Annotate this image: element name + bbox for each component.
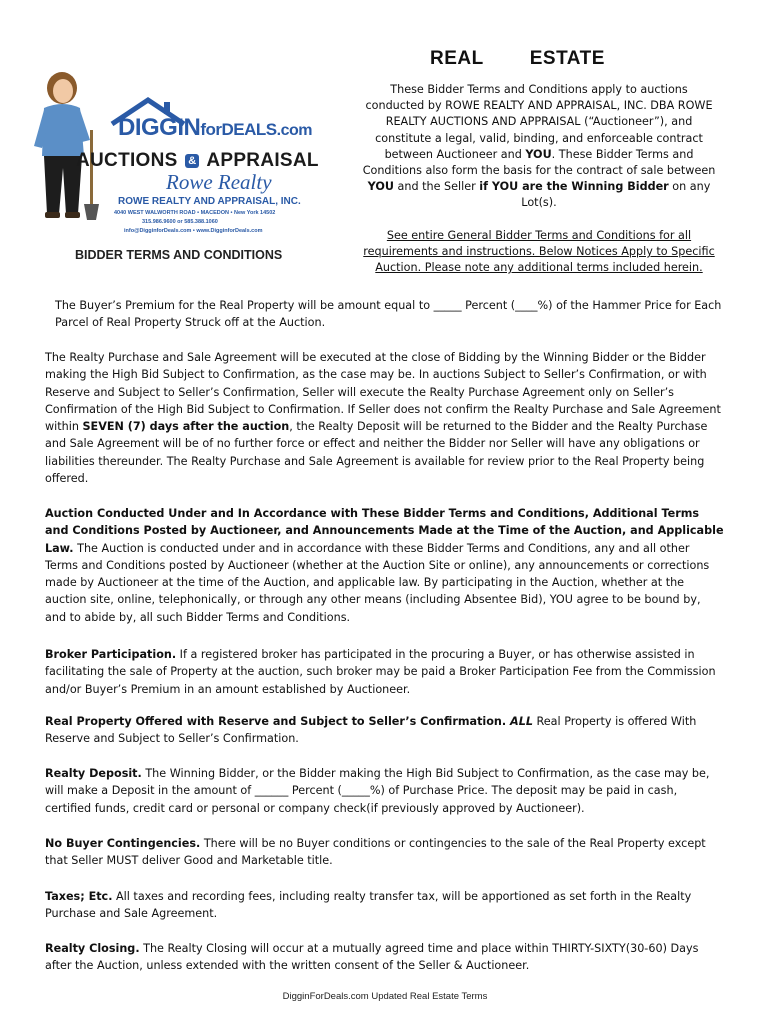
p4-text: If a registered broker has participated in the procuring a Buyer, or has otherwise assisted in facilitating the sale of Property at the auction, such broker may be paid a Broker Participation Fee from the Commission and/or Buyer’s Premium in an amount established by Auctioneer.: [45, 648, 716, 696]
page-footer: DigginForDeals.com Updated Real Estate Terms: [282, 991, 488, 1002]
intro-text-c: and the Seller: [393, 180, 480, 194]
p2-text-b: , the Realty Deposit will be returned to the Bidder and the Realty Purchase and Sale Agreement will be of no further force or effect and neither the Bidder nor Seller will have any obligations or liabilities thereunder. The Realty Purchase and Sale Agreement is available for review prior to the Real Property being offered.: [45, 420, 708, 486]
p1-text: The Buyer’s Premium for the Real Property will be amount equal to _____ Percent (____%) of the Hammer Price for Each Parcel of Real Property Struck off at the Auction.: [55, 299, 722, 330]
logo-auctions: AUCTIONS: [76, 150, 178, 171]
p6-bold: Realty Deposit.: [45, 767, 142, 780]
p5-bold: Real Property Offered with Reserve and Subject to Seller’s Confirmation.: [45, 715, 507, 728]
logo-phone: 315.986.9600 or 585.388.1060: [142, 219, 218, 225]
p5-bold-italic: ALL: [506, 715, 533, 728]
p7-bold: No Buyer Contingencies.: [45, 837, 201, 850]
bidder-terms-heading: BIDDER TERMS AND CONDITIONS: [75, 248, 283, 262]
intro-you-1: YOU: [525, 147, 552, 161]
realty-closing-paragraph: [45, 940, 725, 975]
buyers-premium-paragraph: [55, 297, 725, 332]
title-word-estate: ESTATE: [529, 48, 605, 69]
logo-brand-name: [118, 114, 312, 142]
intro-text-d: on any Lot(s).: [521, 180, 711, 210]
logo-auctions-appraisal: [76, 150, 319, 172]
no-contingencies-paragraph: [45, 835, 725, 870]
purchase-agreement-paragraph: [45, 349, 725, 487]
p8-bold: Taxes; Etc.: [45, 890, 113, 903]
logo-for-deals: forDEALS: [200, 120, 277, 139]
general-terms-link[interactable]: See entire General Bidder Terms and Conditions for all requirements and instructions. Below Notices Apply to Specific Auction. Please note any additional terms included herein.: [363, 229, 715, 275]
intro-you-2: YOU: [367, 180, 394, 194]
p3-bold: Auction Conducted Under and In Accordance with These Bidder Terms and Conditions, Additional Terms and Conditions Posted by Auctioneer, and Announcements Made at the Time of the Auction, and Applicable Law.: [45, 507, 724, 555]
p4-bold: Broker Participation.: [45, 648, 177, 661]
logo-rowe-realty: Rowe Realty: [166, 170, 272, 194]
intro-text-a: These Bidder Terms and Conditions apply to auctions conducted by ROWE REALTY AND APPRAISAL, INC. DBA ROWE REALTY AUCTIONS AND APPRAISAL (“Auctioneer”), and constitute a legal, valid, binding, and enforceable contract between Auctioneer and: [365, 83, 713, 161]
logo-address: 4040 WEST WALWORTH ROAD • MACEDON • New York 14502: [114, 210, 276, 216]
p3-text: The Auction is conducted under and in accordance with these Bidder Terms and Conditions, any and all other Terms and Conditions posted by Auctioneer (whether at the Auction Site or online), any announcements or corrections made by Auctioneer at the time of the Auction, and applicable law. By participating in the Auction, whether at the auction site, online, telephonically, or through any other means (including Absentee Bid), YOU agree to be bound by, and to abide by, all such Bidder Terms and Conditions.: [45, 541, 710, 624]
logo-ampersand: &: [185, 154, 199, 168]
p9-bold: Realty Closing.: [45, 942, 140, 955]
intro-paragraph: [362, 82, 716, 212]
realty-deposit-paragraph: [45, 765, 725, 817]
p6-text: The Winning Bidder, or the Bidder making the High Bid Subject to Confirmation, as the case may be, will make a Deposit in the amount of ______ Percent (_____%) of Purchase Price. The deposit may be paid in cash, certified funds, credit card or personal or company check(if previously approved by Auctioneer).: [45, 767, 710, 815]
logo-diggin: DIGGIN: [118, 114, 201, 141]
p8-text: All taxes and recording fees, including realty transfer tax, will be apportioned as set forth in the Realty Purchase and Sale Agreement.: [45, 890, 692, 921]
logo-appraisal: APPRAISAL: [206, 150, 319, 171]
p9-text: The Realty Closing will occur at a mutually agreed time and place within THIRTY-SIXTY(30-60) Days after the Auction, unless extended with the written consent of the Seller & Auctioneer.: [45, 942, 699, 973]
logo-company-name: ROWE REALTY AND APPRAISAL, INC.: [118, 196, 301, 207]
p7-text: There will be no Buyer conditions or contingencies to the sale of the Real Property except that Seller MUST deliver Good and Marketable title.: [45, 837, 706, 868]
document-title: [430, 48, 670, 70]
company-logo: [30, 68, 345, 248]
intro-winning-bidder: if YOU are the Winning Bidder: [479, 180, 669, 194]
logo-web: info@DigginforDeals.com • www.DigginforDeals.com: [124, 228, 263, 234]
p2-text-a: The Realty Purchase and Sale Agreement will be executed at the close of Bidding by the Winning Bidder or the Bidder making the High Bid Subject to Confirmation, as the case may be. In auctions Subject to Seller’s Confirmation, or with Reserve and Subject to Seller’s Confirmation, Seller will execute the Realty Purchase Agreement only on Seller’s Confirmation of the High Bid Subject to Confirmation. If Seller does not confirm the Realty Purchase and Sale Agreement within: [45, 351, 721, 434]
taxes-paragraph: [45, 888, 725, 923]
p2-bold: SEVEN (7) days after the auction: [82, 420, 290, 434]
title-word-real: REAL: [430, 48, 484, 69]
auction-conducted-paragraph: [45, 505, 725, 626]
reserve-paragraph: [45, 713, 725, 748]
p5-text: Real Property is offered With Reserve and Subject to Seller’s Confirmation.: [45, 715, 697, 746]
broker-participation-paragraph: [45, 646, 725, 698]
intro-text-b: . These Bidder Terms and Conditions also form the basis for the contract of sale between: [362, 147, 716, 178]
logo-com: .com: [276, 122, 312, 139]
mascot-illustration: [30, 68, 110, 223]
